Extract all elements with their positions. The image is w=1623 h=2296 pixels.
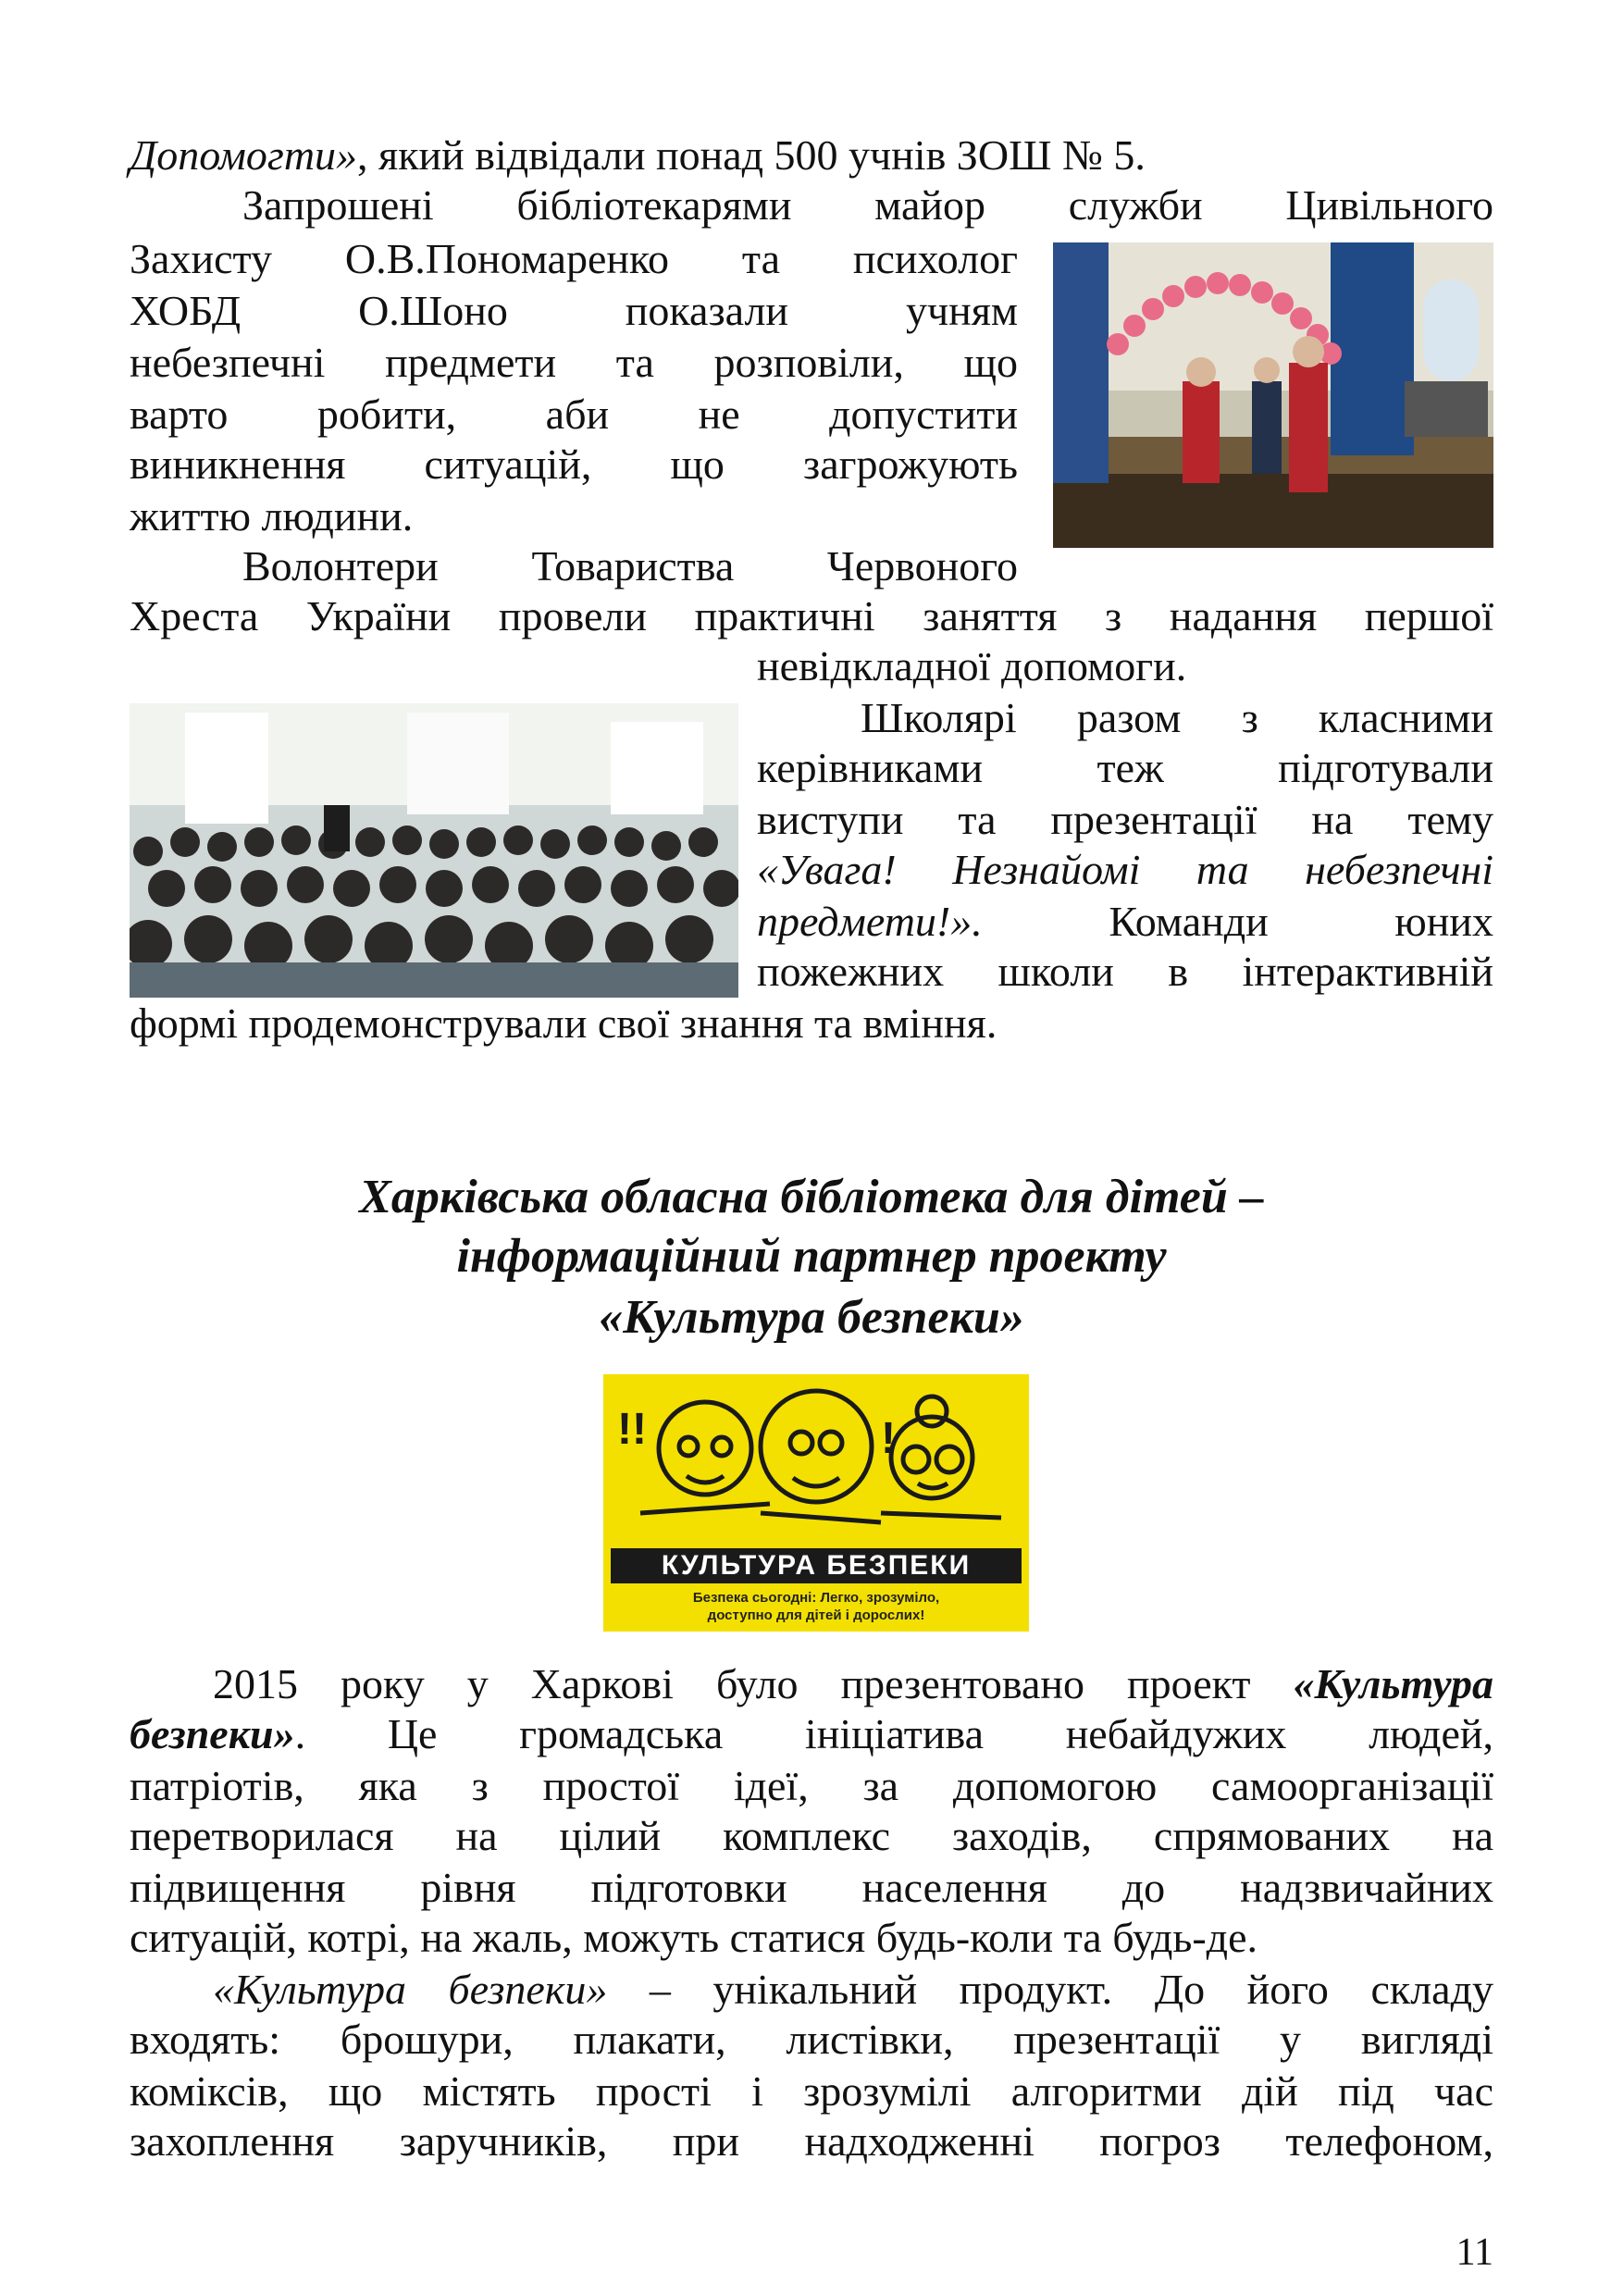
text-line: ситуацій, котрі, на жаль, можуть статися будь-коли та будь-де. bbox=[130, 1914, 1258, 1961]
text-line: варто робити, аби не допустити bbox=[130, 391, 1018, 438]
svg-text:!: ! bbox=[881, 1414, 896, 1463]
page-number: 11 bbox=[1456, 2231, 1493, 2274]
section-heading-line2: інформаційний партнер проекту bbox=[456, 1230, 1167, 1283]
text-line: захоплення заручників, при надходженні погроз телефоном, bbox=[130, 2117, 1493, 2165]
text-line: Хреста України провели практичні заняття з надання першої bbox=[130, 592, 1493, 639]
text-line: «Увага! Незнайомі та небезпечні bbox=[757, 846, 1493, 893]
text-line: Захисту О.В.Пономаренко та психолог bbox=[130, 235, 1018, 282]
section-heading-line1: Харківська обласна бібліотека для дітей – bbox=[359, 1171, 1264, 1223]
text-line: невідкладної допомоги. bbox=[757, 642, 1187, 689]
text-line: небезпечні предмети та розповіли, що bbox=[130, 339, 1018, 386]
text-line: пожежних школи в інтерактивній bbox=[757, 948, 1493, 995]
text-line: Школярі разом з класними bbox=[861, 694, 1493, 741]
text-line: безпеки». Це громадська ініціатива небайдужих людей, bbox=[130, 1710, 1493, 1757]
text-line: Запрошені бібліотекарями майор служби Цивільного bbox=[242, 181, 1493, 229]
text-line: Допомогти», який відвідали понад 500 учнів ЗОШ № 5. bbox=[130, 131, 1146, 179]
text-line: виступи та презентації на тему bbox=[757, 796, 1493, 843]
text-line: входять: брошури, плакати, листівки, презентації у вигляді bbox=[130, 2016, 1493, 2063]
text-line: «Культура безпеки» – унікальний продукт. До його складу bbox=[213, 1966, 1493, 2013]
text-line: перетворилася на цілий комплекс заходів, спрямованих на bbox=[130, 1812, 1493, 1859]
text-line: формі продемонстрували свої знання та вміння. bbox=[130, 999, 997, 1047]
text-line: життю людини. bbox=[130, 492, 414, 540]
kultura-bezpeky-logo bbox=[603, 1374, 1029, 1632]
text-line: предмети!». Команди юних bbox=[757, 898, 1493, 945]
text-line: ХОБД О.Шоно показали учням bbox=[130, 287, 1018, 334]
cartoon-characters-icon bbox=[603, 1374, 1029, 1550]
text-line: Волонтери Товариства Червоного bbox=[242, 542, 1018, 590]
text-line: патріотів, яка з простої ідеї, за допомогою самоорганізації bbox=[130, 1762, 1493, 1809]
text-line: коміксів, що містять прості і зрозумілі алгоритми дій під час bbox=[130, 2067, 1493, 2115]
svg-text:!!: !! bbox=[617, 1405, 647, 1454]
text-line: керівниками теж підготували bbox=[757, 744, 1493, 791]
logo-tagline: Безпека сьогодні: Легко, зрозуміло, доступно для дітей і дорослих! bbox=[622, 1589, 1010, 1628]
logo-band: КУЛЬТУРА БЕЗПЕКИ bbox=[611, 1548, 1022, 1583]
section-heading-line3: «Культура безпеки» bbox=[599, 1291, 1024, 1344]
text-line: 2015 року у Харкові було презентовано проект «Культура bbox=[213, 1660, 1493, 1707]
text-line: виникнення ситуацій, що загрожують bbox=[130, 441, 1018, 488]
text-line: підвищення рівня підготовки населення до надзвичайних bbox=[130, 1864, 1493, 1911]
stage-photo bbox=[1053, 242, 1493, 548]
audience-photo bbox=[130, 703, 738, 998]
